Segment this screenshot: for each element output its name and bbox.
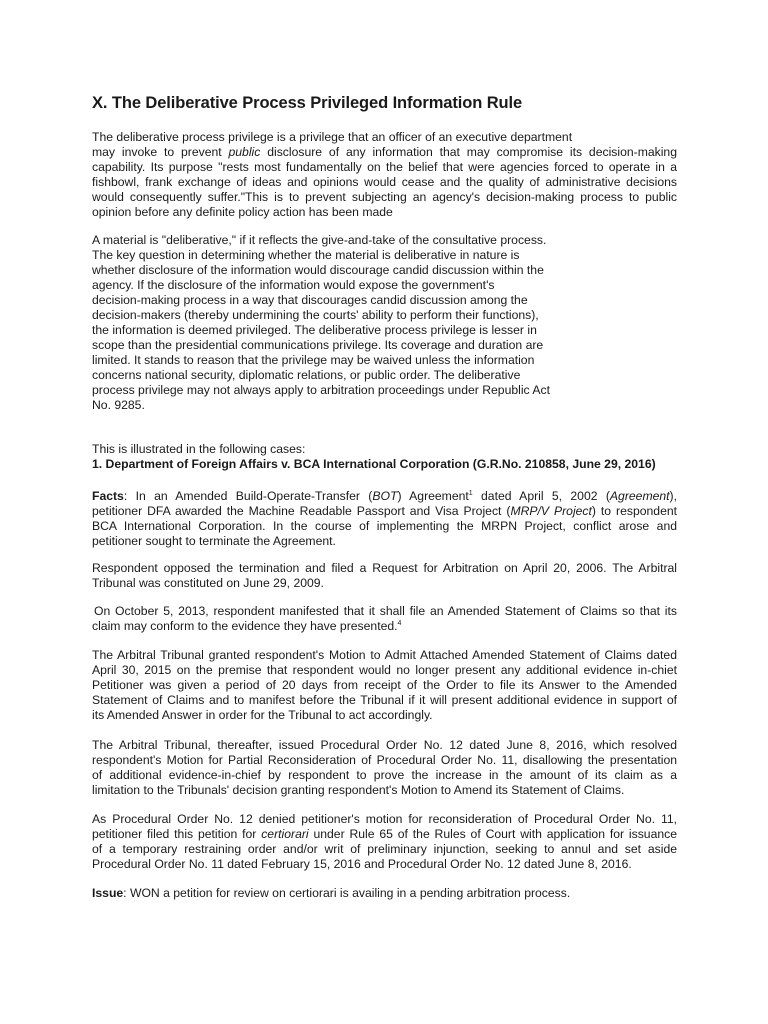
text-line: scope than the presidential communications privilege. Its coverage and duration are: [92, 338, 544, 352]
text-line: of a temporary restraining order and/or writ of preliminary injunction, seeking to annul and set aside: [92, 842, 677, 856]
text-line: Respondent opposed the termination and filed a Request for Arbitration on April 20, 2006. The Arbitral: [92, 561, 677, 575]
text-line: its Amended Answer in order for the Tribunal to act accordingly.: [92, 708, 433, 722]
text-line: of additional evidence-in-chief by respondent to prove the increase in the amount of its claim as a: [92, 768, 677, 782]
text-line: The Arbitral Tribunal, thereafter, issued Procedural Order No. 12 dated June 8, 2016, which resolved: [92, 738, 677, 752]
footnote-marker: 1: [468, 489, 473, 497]
deliberative-paragraph: [92, 233, 572, 413]
text-line: Tribunal was constituted on June 29, 2009.: [92, 576, 324, 590]
text-line: BCA International Corporation. In the course of implementing the MRPN Project, conflict arose and: [92, 519, 677, 533]
petition-paragraph: [92, 812, 677, 872]
issue-label: Issue: [92, 886, 124, 900]
text-line: petitioner filed this petition for certiorari under Rule 65 of the Rules of Court with application for issuance: [92, 827, 677, 841]
text-line: limited. It stands to reason that the privilege may be waived unless the information: [92, 353, 535, 367]
text-line: limitation to the Tribunals' decision granting respondent's Motion to Amend its Statement of Claims.: [92, 783, 625, 797]
text-line: whether disclosure of the information would discourage candid discussion within the: [92, 263, 544, 277]
text-line: Petitioner was given a period of 20 days from receipt of the Order to file its Answer to the Amended: [92, 678, 677, 692]
october-paragraph: [92, 604, 677, 634]
text-line: respondent's Motion for Partial Reconsideration of Procedural Order No. 11, disallowing the presentation: [92, 753, 677, 767]
text-line: Issue: WON a petition for review on certiorari is availing in a pending arbitration process.: [92, 886, 571, 900]
text-line: process privilege may not always apply to arbitration proceedings under Republic Act: [92, 383, 550, 397]
footnote-marker: 4: [397, 619, 402, 627]
cases-intro: [92, 442, 677, 472]
text-line: would consequently suffer."This is to prevent subjecting an agency's decision-making process to public: [92, 190, 677, 204]
respondent-paragraph: [92, 561, 677, 591]
text-line: may invoke to prevent public disclosure of any information that may compromise its decision-making: [92, 145, 677, 159]
text-line: fishbowl, frank exchange of ideas and opinions would cease and the quality of administrative decisions: [92, 175, 677, 189]
text-line: capability. Its purpose "rests most fundamentally on the belief that were agencies forced to operate in a: [92, 160, 677, 174]
text-line: The key question in determining whether the material is deliberative in nature is: [92, 248, 520, 262]
text-line: Facts: In an Amended Build-Operate-Transfer (BOT) Agreement$^1$ dated April 5, 2002 (Agreement),: [92, 489, 677, 503]
text-line: April 30, 2015 on the premise that respondent would no longer present any additional evidence in-chiet: [92, 663, 677, 677]
text-line: petitioner sought to terminate the Agreement.: [92, 534, 336, 548]
text-line: agency. If the disclosure of the information would expose the government's: [92, 278, 495, 292]
order12-paragraph: [92, 738, 677, 798]
text-line: Procedural Order No. 11 dated February 15, 2016 and Procedural Order No. 12 dated June 8, 2016.: [92, 857, 632, 871]
text-line: On October 5, 2013, respondent manifested that it shall file an Amended Statement of Claims so that its: [94, 604, 677, 618]
text-line: the information is deemed privileged. The deliberative process privilege is lesser in: [92, 323, 537, 337]
text-line: Statement of Claims and to manifest before the Tribunal if it will present additional evidence in support of: [92, 693, 677, 707]
text-line: The deliberative process privilege is a privilege that an officer of an executive department: [92, 130, 573, 144]
text-line: decision-makers (thereby undermining the courts' ability to perform their functions),: [92, 308, 539, 322]
facts-label: Facts: [92, 489, 124, 503]
text-line: petitioner DFA awarded the Machine Readable Passport and Visa Project (MRP/V Project) to respondent: [92, 504, 678, 518]
facts-paragraph: [92, 489, 677, 549]
case-title: 1. Department of Foreign Affairs v. BCA International Corporation (G.R.No. 210858, June 29, 2016): [92, 457, 656, 471]
text-line: As Procedural Order No. 12 denied petitioner's motion for reconsideration of Procedural Order No. 11,: [92, 812, 677, 826]
motion-paragraph: [92, 648, 677, 723]
intro-paragraph: [92, 130, 677, 220]
section-heading: X. The Deliberative Process Privileged Information Rule: [92, 94, 523, 112]
text-line: decision-making process in a way that discourages candid discussion among the: [92, 293, 528, 307]
text-line: This is illustrated in the following cases:: [92, 442, 306, 456]
text-line: The Arbitral Tribunal granted respondent's Motion to Admit Attached Amended Statement of Claims dated: [92, 648, 677, 662]
text-line: opinion before any definite policy action has been made: [92, 205, 393, 219]
text-line: No. 9285.: [92, 398, 145, 412]
text-line: A material is "deliberative," if it reflects the give-and-take of the consultative process.: [92, 233, 547, 247]
text-line: claim may conform to the evidence they have presented.$^4$: [92, 619, 402, 633]
text-line: concerns national security, diplomatic relations, or public order. The deliberative: [92, 368, 521, 382]
issue-paragraph: [92, 886, 677, 901]
